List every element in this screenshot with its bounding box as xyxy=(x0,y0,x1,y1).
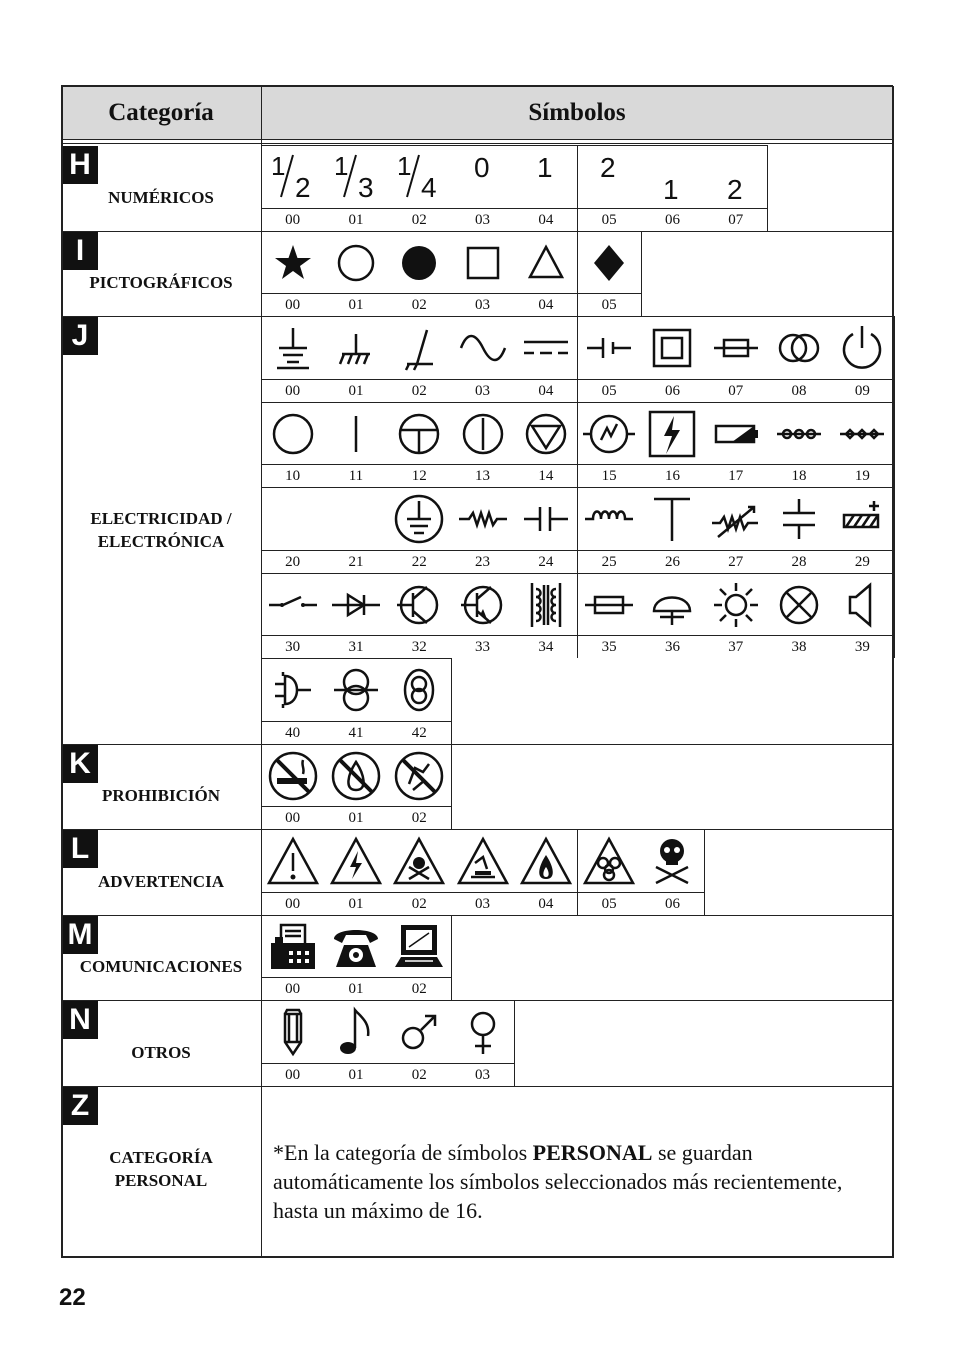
category-name: CATEGORÍA PERSONAL xyxy=(109,1147,213,1190)
circle-bar-icon xyxy=(451,403,514,465)
svg-text:2: 2 xyxy=(726,174,743,205)
symbol-cell[interactable] xyxy=(767,402,831,488)
symbol-code: 26 xyxy=(641,550,704,573)
note-bold-personal: PERSONAL xyxy=(532,1139,653,1165)
symbol-cell[interactable] xyxy=(261,829,325,915)
superscript-1-icon xyxy=(514,146,577,208)
variable-resistor-icon xyxy=(704,488,767,550)
symbol-code: 00 xyxy=(261,1063,324,1086)
resistor-icon xyxy=(451,488,514,550)
circle-t-icon xyxy=(388,403,451,465)
symbol-code: 12 xyxy=(388,464,451,487)
fuse-box-icon xyxy=(578,574,641,636)
symbol-cell[interactable] xyxy=(324,744,388,830)
symbol-code: 04 xyxy=(514,293,577,316)
symbol-cell[interactable] xyxy=(388,744,452,830)
category-letter-badge: M xyxy=(62,916,98,954)
fax-icon xyxy=(261,916,324,978)
svg-text:2: 2 xyxy=(294,172,311,203)
female-icon xyxy=(451,1001,514,1063)
symbol-code: 17 xyxy=(704,464,767,487)
category-name: PICTOGRÁFICOS xyxy=(89,273,233,293)
symbol-cell[interactable] xyxy=(451,316,515,402)
symbol-cell[interactable] xyxy=(388,658,452,744)
symbol-cell[interactable] xyxy=(767,573,831,659)
category-letter-badge: J xyxy=(62,317,98,355)
symbol-code: 00 xyxy=(261,977,324,1000)
telephone-icon xyxy=(324,916,387,978)
symbol-code: 00 xyxy=(261,379,324,402)
symbol-cell[interactable] xyxy=(261,145,325,231)
symbol-code: 39 xyxy=(831,635,894,658)
symbol-code: 07 xyxy=(704,208,767,231)
switch-icon xyxy=(261,574,324,636)
subscript-2-icon xyxy=(704,146,767,208)
symbol-cell[interactable] xyxy=(451,1000,515,1086)
symbol-cell[interactable] xyxy=(388,915,452,1001)
symbol-code: 28 xyxy=(767,550,830,573)
ac-wave-icon xyxy=(451,317,514,379)
symbol-code: 04 xyxy=(514,892,577,915)
category-separator-rule xyxy=(61,915,893,916)
symbol-code: 01 xyxy=(324,379,387,402)
symbol-cell[interactable] xyxy=(261,658,325,744)
cable-3b-icon xyxy=(261,488,324,550)
symbol-code: 09 xyxy=(831,379,894,402)
superscript-2-icon xyxy=(578,146,641,208)
symbol-code: 02 xyxy=(388,208,451,231)
symbol-cell[interactable] xyxy=(514,573,578,659)
capacitor-gap-icon xyxy=(767,488,830,550)
on-bar-icon xyxy=(324,403,387,465)
no-smoking-icon xyxy=(261,745,324,807)
transistor-npn-icon xyxy=(388,574,451,636)
symbol-code: 02 xyxy=(388,1063,451,1086)
no-fire-icon xyxy=(324,745,387,807)
symbol-code: 36 xyxy=(641,635,704,658)
symbol-cell[interactable] xyxy=(324,915,388,1001)
symbol-cell[interactable] xyxy=(388,231,452,317)
symbol-code: 01 xyxy=(324,1063,387,1086)
svg-text:1: 1 xyxy=(333,151,349,181)
symbol-code: 03 xyxy=(451,293,514,316)
symbol-code: 35 xyxy=(578,635,641,658)
protective-earth-icon xyxy=(388,488,451,550)
symbol-cell[interactable] xyxy=(831,573,895,659)
warning-electric-icon xyxy=(324,830,387,892)
symbol-cell[interactable] xyxy=(704,316,768,402)
category-separator-rule xyxy=(61,1000,893,1001)
symbol-cell[interactable] xyxy=(767,487,831,573)
category-separator-rule xyxy=(61,744,893,745)
symbol-cell[interactable] xyxy=(324,316,388,402)
header-category: Categoría xyxy=(61,86,261,139)
open-circle-icon xyxy=(261,403,324,465)
ground-icon xyxy=(261,317,324,379)
symbol-code: 41 xyxy=(324,721,387,744)
transformer-rings-icon xyxy=(767,317,830,379)
symbol-cell[interactable] xyxy=(324,658,388,744)
symbol-code: 40 xyxy=(261,721,324,744)
symbol-code: 04 xyxy=(514,379,577,402)
symbol-cell[interactable] xyxy=(641,145,705,231)
header-double-rule xyxy=(61,143,893,144)
symbol-cell[interactable] xyxy=(451,145,515,231)
category-name: ADVERTENCIA xyxy=(98,871,224,891)
symbol-code: 00 xyxy=(261,208,324,231)
symbol-code: 32 xyxy=(388,635,451,658)
circle-icon xyxy=(324,232,387,294)
isolation-transformer-icon xyxy=(388,659,451,721)
subscript-1-icon xyxy=(641,146,704,208)
page-number: 22 xyxy=(59,1284,86,1311)
symbol-cell[interactable] xyxy=(514,231,578,317)
svg-text:1: 1 xyxy=(536,152,553,183)
lightning-box-icon xyxy=(641,403,704,465)
symbol-code: 06 xyxy=(641,379,704,402)
symbol-code: 04 xyxy=(514,208,577,231)
diode-icon xyxy=(324,574,387,636)
computer-icon xyxy=(388,916,451,978)
circle-triangle-icon xyxy=(514,403,577,465)
symbol-cell[interactable] xyxy=(578,231,642,317)
symbol-code: 02 xyxy=(388,293,451,316)
symbol-code: 34 xyxy=(514,635,577,658)
table-right-rule xyxy=(892,86,894,1256)
symbol-cell[interactable] xyxy=(514,145,578,231)
symbol-code: 05 xyxy=(578,208,641,231)
symbol-code: 02 xyxy=(388,892,451,915)
plug-icon xyxy=(261,659,324,721)
symbol-code: 03 xyxy=(451,1063,514,1086)
symbol-cell[interactable] xyxy=(261,744,325,830)
symbol-cell[interactable] xyxy=(641,573,705,659)
symbol-code: 05 xyxy=(578,892,641,915)
symbol-code: 27 xyxy=(704,550,767,573)
symbol-code: 18 xyxy=(767,464,830,487)
dc-icon xyxy=(514,317,577,379)
table-bottom-rule xyxy=(61,1256,894,1258)
category-letter-badge: I xyxy=(62,232,98,270)
triangle-icon xyxy=(514,232,577,294)
symbol-cell[interactable] xyxy=(324,573,388,659)
symbol-cell[interactable] xyxy=(261,316,325,402)
lamp-x-icon xyxy=(767,574,830,636)
symbol-cell[interactable] xyxy=(388,316,452,402)
symbol-code: 02 xyxy=(388,379,451,402)
warning-toxic-icon xyxy=(388,830,451,892)
symbol-cell[interactable] xyxy=(451,573,515,659)
symbol-code: 01 xyxy=(324,892,387,915)
personal-category-note: *En la categoría de símbolos PERSONAL se guardan automáticamente los símbolos seleccionados más recientemente, hasta un máximo de 16. xyxy=(273,1139,843,1223)
symbol-cell[interactable] xyxy=(324,231,388,317)
symbol-cell[interactable] xyxy=(514,829,578,915)
symbol-cell[interactable] xyxy=(641,402,705,488)
warning-biohazard-icon xyxy=(578,830,641,892)
chassis-ground-icon xyxy=(324,317,387,379)
symbol-cell[interactable] xyxy=(704,573,768,659)
symbol-cell[interactable] xyxy=(578,402,642,488)
symbol-code: 16 xyxy=(641,464,704,487)
symbol-code: 01 xyxy=(324,293,387,316)
category-divider-rule xyxy=(261,86,262,1256)
table-left-rule xyxy=(61,86,63,1256)
symbol-cell[interactable] xyxy=(451,402,515,488)
cable-diamond-b-icon xyxy=(324,488,387,550)
symbol-cell[interactable] xyxy=(324,829,388,915)
symbol-code: 42 xyxy=(388,721,451,744)
symbol-code: 29 xyxy=(831,550,894,573)
category-separator-rule xyxy=(61,316,893,317)
skull-crossbones-icon xyxy=(641,830,704,892)
symbol-code: 20 xyxy=(261,550,324,573)
symbol-cell[interactable] xyxy=(324,145,388,231)
symbol-cell[interactable] xyxy=(641,829,705,915)
speaker-icon xyxy=(831,574,894,636)
symbol-code: 37 xyxy=(704,635,767,658)
symbol-code: 02 xyxy=(388,806,451,829)
diamond-icon xyxy=(578,232,641,294)
symbol-cell[interactable] xyxy=(451,231,515,317)
symbol-code: 08 xyxy=(767,379,830,402)
symbol-cell[interactable] xyxy=(388,1000,452,1086)
symbol-cell[interactable] xyxy=(388,402,452,488)
battery-level-icon xyxy=(704,403,767,465)
symbol-cell[interactable] xyxy=(261,1000,325,1086)
symbol-code: 06 xyxy=(641,892,704,915)
symbol-code: 38 xyxy=(767,635,830,658)
symbol-code: 05 xyxy=(578,293,641,316)
symbol-cell[interactable] xyxy=(578,145,642,231)
symbol-cell[interactable] xyxy=(388,829,452,915)
symbol-code: 14 xyxy=(514,464,577,487)
category-name: ELECTRICIDAD / ELECTRÓNICA xyxy=(90,508,232,551)
symbol-code: 30 xyxy=(261,635,324,658)
symbol-cell[interactable] xyxy=(578,573,642,659)
category-letter-badge: K xyxy=(62,745,98,783)
svg-text:0: 0 xyxy=(473,152,490,183)
symbol-code: 03 xyxy=(451,208,514,231)
symbol-code: 00 xyxy=(261,892,324,915)
category-separator-rule xyxy=(61,1086,893,1087)
category-letter-badge: N xyxy=(62,1001,98,1039)
symbol-cell[interactable] xyxy=(324,402,388,488)
header-symbols: Símbolos xyxy=(261,86,893,139)
symbol-cell[interactable] xyxy=(261,231,325,317)
symbol-cell[interactable] xyxy=(261,573,325,659)
symbol-code: 01 xyxy=(324,977,387,1000)
symbol-code: 11 xyxy=(324,464,387,487)
svg-text:1: 1 xyxy=(663,174,680,205)
symbol-code: 33 xyxy=(451,635,514,658)
symbol-code: 25 xyxy=(578,550,641,573)
category-letter-badge: Z xyxy=(62,1087,98,1125)
half-icon xyxy=(261,146,324,208)
symbol-cell[interactable] xyxy=(704,487,768,573)
symbol-code: 15 xyxy=(578,464,641,487)
transformer-coils-icon xyxy=(324,659,387,721)
category-separator-rule xyxy=(61,829,893,830)
fuse-icon xyxy=(704,317,767,379)
male-icon xyxy=(388,1001,451,1063)
category-letter-badge: L xyxy=(62,830,98,868)
symbol-cell[interactable] xyxy=(514,316,578,402)
bulb-rays-icon xyxy=(704,574,767,636)
svg-text:4: 4 xyxy=(421,172,437,203)
symbol-cell[interactable] xyxy=(704,145,768,231)
symbol-cell[interactable] xyxy=(451,487,515,573)
svg-text:2: 2 xyxy=(600,152,616,183)
pencil-icon xyxy=(261,1001,324,1063)
star-icon xyxy=(261,232,324,294)
symbol-cell[interactable] xyxy=(578,829,642,915)
symbol-code: 31 xyxy=(324,635,387,658)
symbol-cell[interactable] xyxy=(261,402,325,488)
category-name: COMUNICACIONES xyxy=(79,957,243,977)
warning-exclamation-icon xyxy=(261,830,324,892)
symbol-code: 13 xyxy=(451,464,514,487)
symbol-cell[interactable] xyxy=(388,573,452,659)
symbol-cell[interactable] xyxy=(831,487,895,573)
symbol-code: 05 xyxy=(578,379,641,402)
symbol-cell[interactable] xyxy=(261,915,325,1001)
transformer-icon xyxy=(514,574,577,636)
symbol-cell[interactable] xyxy=(831,402,895,488)
transistor-pnp-icon xyxy=(451,574,514,636)
symbol-cell[interactable] xyxy=(388,145,452,231)
symbol-code: 01 xyxy=(324,806,387,829)
symbol-code: 19 xyxy=(831,464,894,487)
category-name: NUMÉRICOS xyxy=(108,187,214,207)
filled-circle-icon xyxy=(388,232,451,294)
symbol-cell[interactable] xyxy=(261,487,325,573)
symbol-code: 02 xyxy=(388,977,451,1000)
equipotential-icon xyxy=(388,317,451,379)
symbol-cell[interactable] xyxy=(324,487,388,573)
svg-text:1: 1 xyxy=(397,151,412,181)
square-icon xyxy=(451,232,514,294)
category-name: OTROS xyxy=(131,1042,191,1062)
symbol-code: 01 xyxy=(324,208,387,231)
svg-text:3: 3 xyxy=(357,172,374,203)
table-top-rule xyxy=(61,85,893,87)
symbol-code: 24 xyxy=(514,550,577,573)
warning-corrosive-icon xyxy=(451,830,514,892)
battery-cell-icon xyxy=(578,317,641,379)
music-note-icon xyxy=(324,1001,387,1063)
symbol-code: 00 xyxy=(261,806,324,829)
category-separator-rule xyxy=(61,231,893,232)
solar-cell-icon xyxy=(831,488,894,550)
symbol-cell[interactable] xyxy=(514,402,578,488)
lamp-burst-icon xyxy=(578,403,641,465)
no-entry-icon xyxy=(388,745,451,807)
symbol-code: 06 xyxy=(641,208,704,231)
third-icon xyxy=(324,146,387,208)
symbol-code: 22 xyxy=(388,550,451,573)
cable-diamond-icon xyxy=(831,403,894,465)
symbol-cell[interactable] xyxy=(388,487,452,573)
lamp-base-icon xyxy=(641,574,704,636)
symbol-cell[interactable] xyxy=(641,316,705,402)
symbol-cell[interactable] xyxy=(831,316,895,402)
antenna-t-icon xyxy=(641,488,704,550)
double-insulation-icon xyxy=(641,317,704,379)
symbol-cell[interactable] xyxy=(767,316,831,402)
symbol-cell[interactable] xyxy=(578,316,642,402)
symbol-cell[interactable] xyxy=(641,487,705,573)
power-icon xyxy=(831,317,894,379)
symbol-code: 10 xyxy=(261,464,324,487)
quarter-icon xyxy=(388,146,451,208)
symbol-code: 00 xyxy=(261,293,324,316)
header-bottom-rule xyxy=(61,139,893,140)
cable-3-icon xyxy=(767,403,830,465)
symbol-cell[interactable] xyxy=(324,1000,388,1086)
symbol-cell[interactable] xyxy=(578,487,642,573)
symbol-cell[interactable] xyxy=(514,487,578,573)
superscript-0-icon xyxy=(451,146,514,208)
symbol-code: 07 xyxy=(704,379,767,402)
symbol-code: 21 xyxy=(324,550,387,573)
category-name: PROHIBICIÓN xyxy=(101,786,221,806)
symbol-code: 23 xyxy=(451,550,514,573)
symbol-code: 03 xyxy=(451,892,514,915)
svg-text:1: 1 xyxy=(270,151,286,181)
warning-flammable-icon xyxy=(514,830,577,892)
symbol-code: 03 xyxy=(451,379,514,402)
symbol-cell[interactable] xyxy=(704,402,768,488)
category-letter-badge: H xyxy=(62,146,98,184)
capacitor-icon xyxy=(514,488,577,550)
symbol-cell[interactable] xyxy=(451,829,515,915)
inductor-icon xyxy=(578,488,641,550)
